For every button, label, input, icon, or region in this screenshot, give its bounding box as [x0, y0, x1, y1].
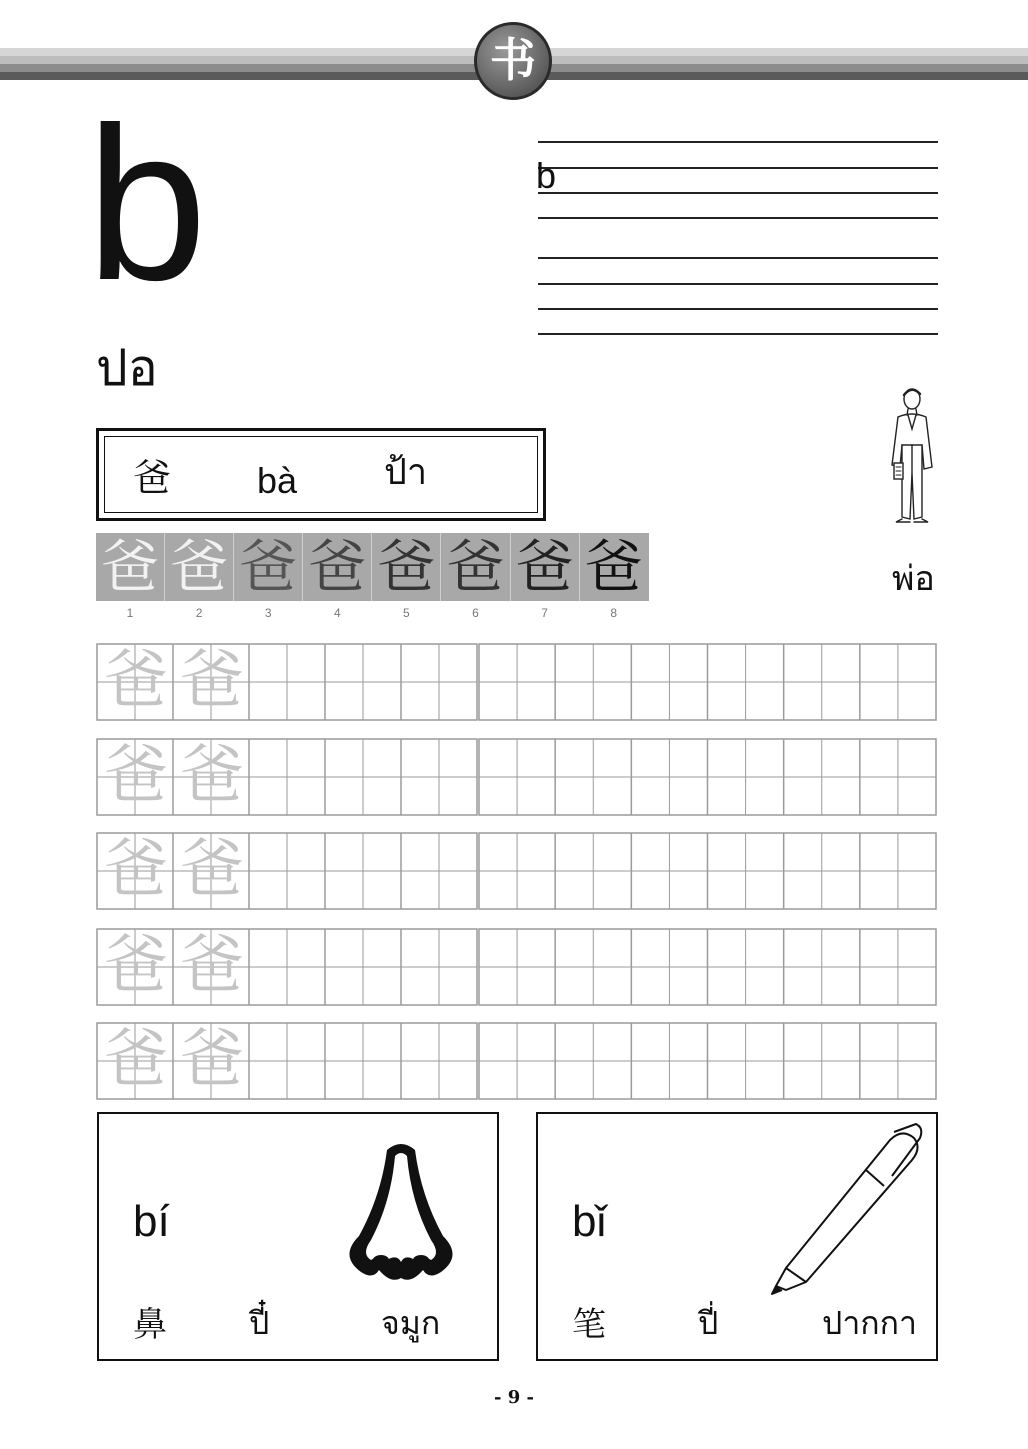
stroke-step-7: 爸 — [511, 533, 580, 601]
father-icon — [880, 385, 944, 527]
page-number: - 9 - — [494, 1387, 534, 1408]
trace-character: 爸 — [104, 1023, 168, 1097]
stroke-step-2: 爸 — [165, 533, 234, 601]
trace-character: 爸 — [180, 739, 244, 813]
stroke-step-3: 爸 — [234, 533, 303, 601]
stroke-step-1: 爸 — [96, 533, 165, 601]
trace-character: 爸 — [180, 1023, 244, 1097]
lesson-letter: b — [86, 83, 208, 326]
trace-character: 爸 — [180, 929, 244, 1003]
stroke-step-number: 1 — [126, 606, 134, 620]
stroke-step-5: 爸 — [372, 533, 441, 601]
stroke-step-number: 3 — [264, 606, 272, 620]
sample-letter: b — [536, 155, 557, 196]
vocab-card-pen — [536, 1112, 938, 1361]
lesson-thai-name: ปอ — [96, 339, 158, 397]
pen-icon — [766, 1118, 926, 1296]
logo-badge — [474, 22, 552, 100]
card-thai-reading: ปี่ — [698, 1304, 719, 1342]
nose-icon — [339, 1136, 463, 1282]
stroke-step-number: 6 — [472, 606, 479, 620]
stroke-step-8: 爸 — [584, 533, 643, 601]
word-box — [96, 428, 546, 521]
vocab-card-nose — [97, 1112, 499, 1361]
trace-character: 爸 — [104, 833, 168, 907]
card-thai-meaning: จมูก — [381, 1304, 441, 1342]
stroke-step-6: 爸 — [442, 533, 511, 601]
stroke-step-number: 4 — [333, 606, 341, 620]
trace-character: 爸 — [180, 644, 244, 718]
card-hanzi: 笔 — [572, 1305, 606, 1345]
card-thai-meaning: ปากกา — [822, 1304, 917, 1342]
card-pinyin: bí — [133, 1197, 170, 1246]
word-hanzi: 爸 — [133, 456, 172, 500]
stroke-step-4: 爸 — [303, 533, 372, 601]
trace-character: 爸 — [104, 929, 168, 1003]
word-thai-reading: ป้า — [384, 452, 428, 493]
word-pinyin: bà — [257, 460, 298, 501]
stroke-step-number: 7 — [541, 606, 548, 620]
logo-glyph: 书 — [490, 33, 536, 87]
word-thai-meaning: พ่อ — [892, 559, 935, 599]
trace-character: 爸 — [104, 644, 168, 718]
stroke-order-strip — [96, 533, 649, 601]
card-thai-reading: ปี๋ — [249, 1304, 270, 1342]
trace-character: 爸 — [180, 833, 244, 907]
card-pinyin: bǐ — [572, 1197, 607, 1246]
stroke-step-number: 5 — [403, 606, 410, 620]
card-hanzi: 鼻 — [133, 1305, 167, 1345]
stroke-step-number: 2 — [195, 606, 203, 620]
stroke-step-number: 8 — [610, 606, 618, 620]
trace-character: 爸 — [104, 739, 168, 813]
